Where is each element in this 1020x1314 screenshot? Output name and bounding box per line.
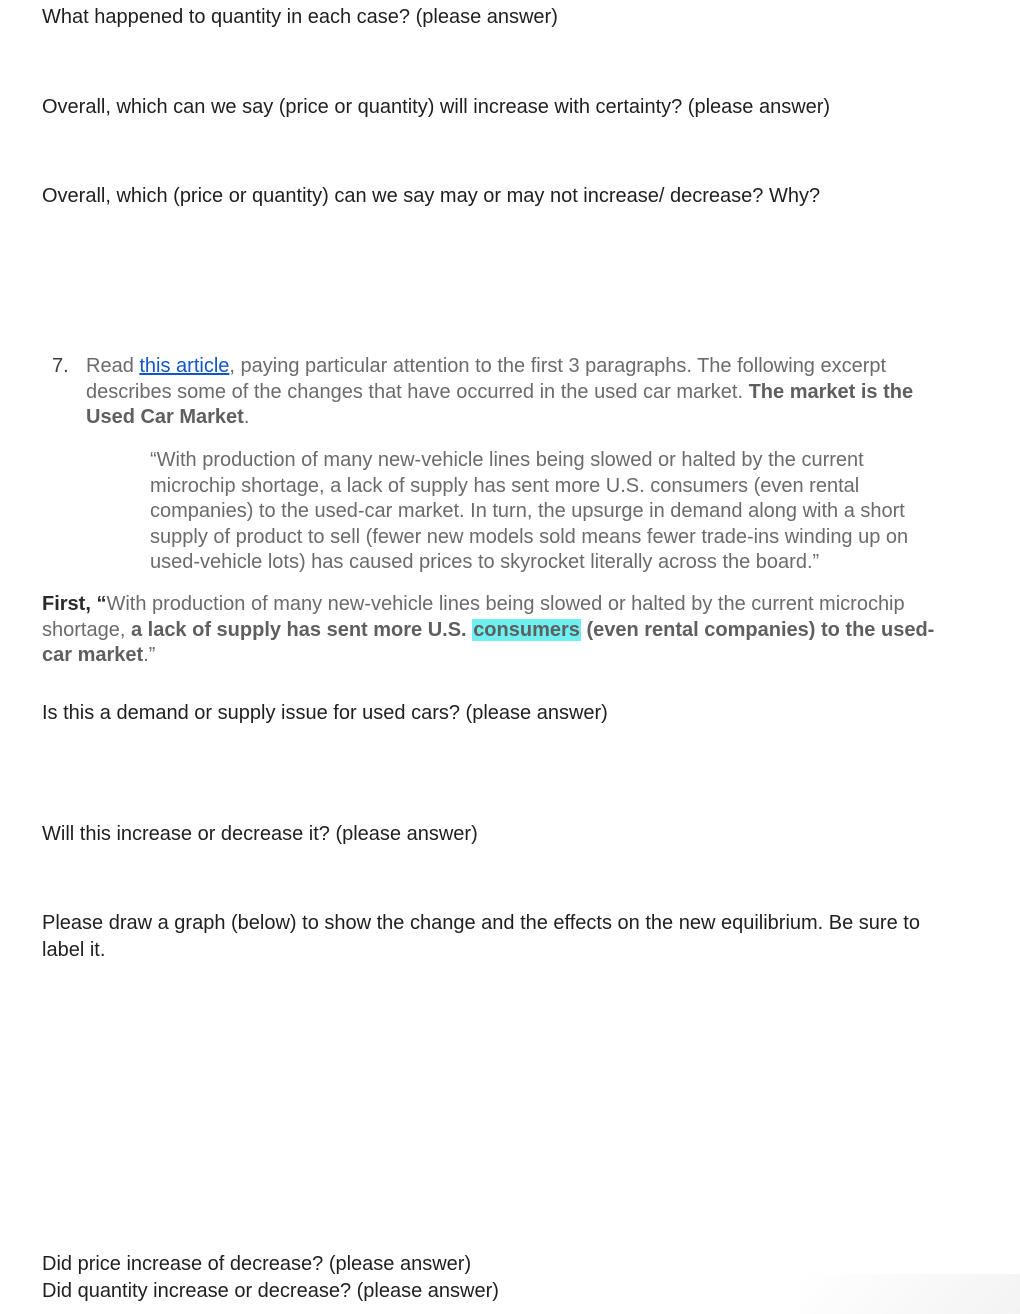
first-end: .” — [143, 644, 156, 666]
period: . — [243, 406, 250, 428]
first-bold-part1: a lack of supply has sent more U.S. — [130, 618, 473, 641]
list-number: 7. — [52, 355, 69, 377]
list-item-body — [86, 354, 952, 431]
question-quantity-each-case: What happened to quantity in each case? (please answer) — [42, 6, 558, 28]
first-lead: First, “ — [42, 593, 107, 615]
question-may-or-may-not: Overall, which (price or quantity) can we say may or may not increase/ decrease? Why? — [42, 185, 821, 207]
question-demand-or-supply: Is this a demand or supply issue for used cars? (please answer) — [42, 702, 608, 724]
question-quantity-change: Did quantity increase or decrease? (please answer) — [42, 1280, 499, 1302]
question-increase-or-decrease: Will this increase or decrease it? (please answer) — [42, 823, 478, 845]
first-excerpt-paragraph — [42, 592, 952, 669]
list-item-7 — [52, 354, 952, 431]
first-bold-part2: (even rental companies) to the used-car market — [42, 618, 935, 666]
market-statement: The market is the Used Car Market — [86, 380, 914, 428]
highlighted-word: consumers — [473, 618, 580, 641]
question-increase-with-certainty: Overall, which can we say (price or quantity) will increase with certainty? (please answer) — [42, 96, 831, 118]
question-price-change: Did price increase of decrease? (please answer) — [42, 1253, 472, 1275]
read-text: Read — [86, 355, 140, 377]
question-draw-graph: Please draw a graph (below) to show the change and the effects on the new equilibrium. Be sure to label it. — [42, 912, 920, 961]
article-link[interactable]: this article — [139, 355, 230, 377]
instruction-text: , paying particular attention to the first 3 paragraphs. The following excerpt describes some of the changes that have occurred in the used car market. — [86, 355, 887, 403]
first-text: With production of many new-vehicle lines being slowed or halted by the current microchip shortage, — [42, 593, 905, 641]
article-excerpt-quote: “With production of many new-vehicle lines being slowed or halted by the current microchip shortage, a lack of supply has sent more U.S. consumers (even rental companies) to the used-car market. In turn, the upsurge in demand along with a short supply of product to sell (fewer new models sold means fewer trade-ins winding up on used-vehicle lots) has caused prices to skyrocket literally across the board.” — [150, 449, 909, 573]
page-corner-shade — [800, 1274, 1020, 1314]
